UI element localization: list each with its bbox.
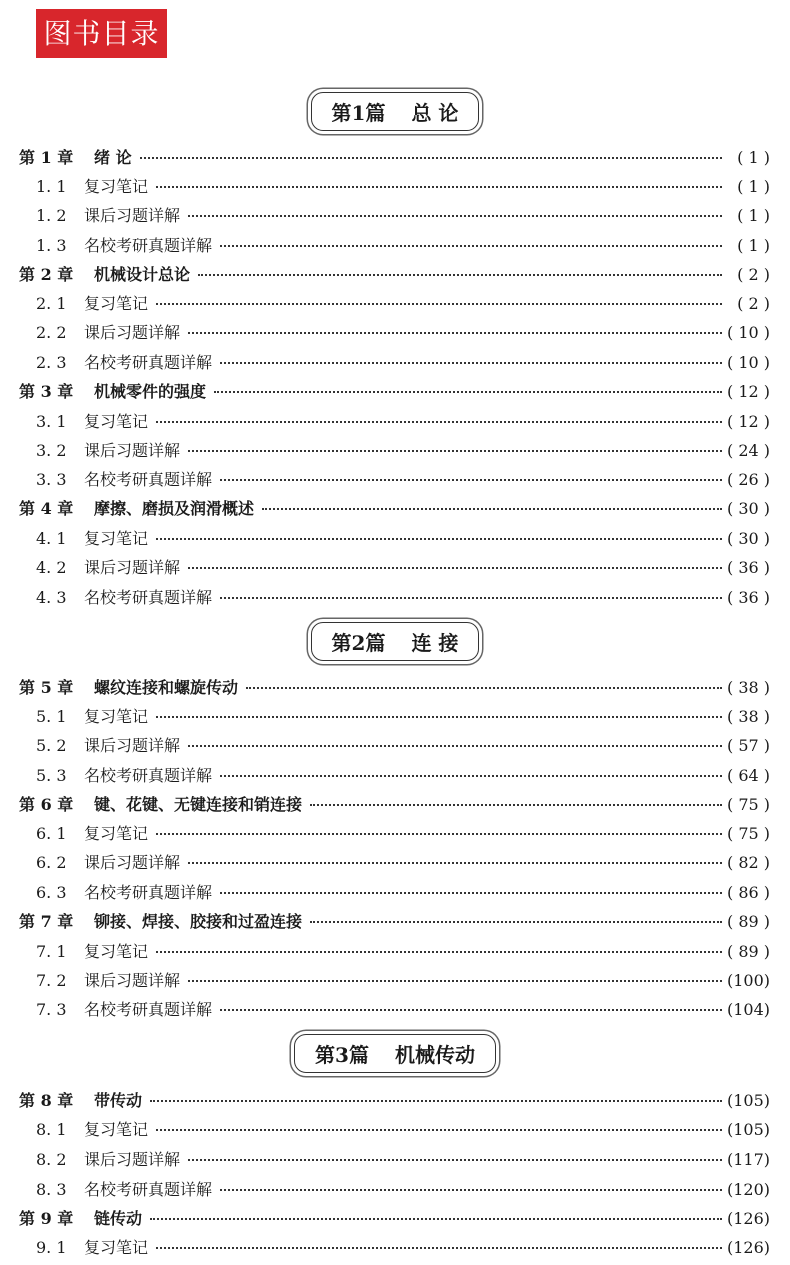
section-number: 1. 2 <box>36 206 67 225</box>
page-number: ( 38 ) <box>726 678 770 697</box>
entry-label <box>36 966 186 995</box>
entry-label <box>36 731 186 760</box>
chapter-number: 第 8 章 <box>19 1091 74 1110</box>
chapter-entry[interactable] <box>0 260 790 289</box>
leader-dots <box>188 862 722 864</box>
section-title: 课后习题详解 <box>84 853 181 872</box>
entry-label <box>19 494 260 523</box>
section-entry[interactable] <box>0 1115 790 1144</box>
entry-label <box>36 937 154 966</box>
entry-label <box>36 172 154 201</box>
part-heading-box <box>311 622 480 661</box>
leader-dots <box>246 687 722 689</box>
entry-label <box>19 1086 148 1115</box>
section-number: 1. 1 <box>36 177 67 196</box>
leader-dots <box>140 157 722 159</box>
part-heading <box>0 92 790 131</box>
leader-dots <box>220 892 722 894</box>
section-number: 5. 1 <box>36 707 67 726</box>
section-number: 9. 1 <box>36 1238 67 1257</box>
section-number: 7. 3 <box>36 1000 67 1019</box>
entry-label <box>36 1115 154 1144</box>
section-number: 3. 3 <box>36 470 67 489</box>
leader-dots <box>220 597 722 599</box>
leader-dots <box>156 538 722 540</box>
section-entry[interactable] <box>0 436 790 465</box>
entry-label <box>36 878 218 907</box>
section-title: 名校考研真题详解 <box>84 1180 213 1199</box>
entry-label <box>19 673 244 702</box>
leader-dots <box>156 716 722 718</box>
page-number: (100) <box>726 971 770 990</box>
page-number: ( 64 ) <box>726 766 770 785</box>
section-entry[interactable] <box>0 231 790 260</box>
section-title: 复习笔记 <box>84 1238 149 1257</box>
chapter-title: 机械设计总论 <box>94 265 191 284</box>
part-name: 总 论 <box>411 101 459 125</box>
page-number: (105) <box>726 1091 770 1110</box>
entry-label <box>36 436 186 465</box>
page-number: ( 30 ) <box>726 529 770 548</box>
entry-label <box>36 1145 186 1174</box>
section-number: 8. 2 <box>36 1150 67 1169</box>
entry-label <box>36 201 186 230</box>
chapter-entry[interactable] <box>0 494 790 523</box>
chapter-number: 第 4 章 <box>19 499 74 518</box>
entry-label <box>36 848 186 877</box>
entry-label <box>19 1204 148 1233</box>
section-number: 6. 1 <box>36 824 67 843</box>
part-heading-box <box>311 92 480 131</box>
leader-dots <box>188 215 722 217</box>
leader-dots <box>214 391 722 393</box>
entry-label <box>36 465 218 494</box>
section-entry[interactable] <box>0 289 790 318</box>
leader-dots <box>156 421 722 423</box>
entry-label <box>36 761 218 790</box>
page-number: (117) <box>726 1150 770 1169</box>
section-number: 2. 1 <box>36 294 67 313</box>
chapter-entry[interactable] <box>0 377 790 406</box>
section-title: 课后习题详解 <box>84 558 181 577</box>
section-number: 4. 1 <box>36 529 67 548</box>
chapter-number: 第 2 章 <box>19 265 74 284</box>
entry-label <box>36 1233 154 1262</box>
leader-dots <box>156 1247 722 1249</box>
entry-label <box>19 907 308 936</box>
part-heading <box>0 622 790 661</box>
leader-dots <box>220 1009 722 1011</box>
part-label: 第3篇 <box>315 1043 369 1067</box>
section-entry[interactable] <box>0 1233 790 1262</box>
chapter-entry[interactable] <box>0 1204 790 1233</box>
chapter-entry[interactable] <box>0 1086 790 1115</box>
section-entry[interactable] <box>0 583 790 612</box>
page-number: (105) <box>726 1120 770 1139</box>
section-entry[interactable] <box>0 348 790 377</box>
page-number: (126) <box>726 1209 770 1228</box>
section-entry[interactable] <box>0 1175 790 1204</box>
section-entry[interactable] <box>0 761 790 790</box>
entry-label <box>36 702 154 731</box>
entry-label <box>36 553 186 582</box>
section-entry[interactable] <box>0 201 790 230</box>
page-number: ( 1 ) <box>737 148 770 167</box>
entry-label <box>36 318 186 347</box>
section-entry[interactable] <box>0 848 790 877</box>
section-title: 名校考研真题详解 <box>84 236 213 255</box>
leader-dots <box>220 362 722 364</box>
section-title: 课后习题详解 <box>84 206 181 225</box>
page-number: ( 1 ) <box>737 206 770 225</box>
section-title: 名校考研真题详解 <box>84 883 213 902</box>
section-number: 6. 3 <box>36 883 67 902</box>
page-number: ( 38 ) <box>726 707 770 726</box>
chapter-number: 第 6 章 <box>19 795 74 814</box>
section-entry[interactable] <box>0 524 790 553</box>
section-title: 复习笔记 <box>84 177 149 196</box>
leader-dots <box>156 951 722 953</box>
leader-dots <box>156 303 722 305</box>
entry-label <box>36 995 218 1024</box>
page-number: ( 10 ) <box>726 323 770 342</box>
chapter-entry[interactable] <box>0 790 790 819</box>
section-number: 2. 3 <box>36 353 67 372</box>
section-entry[interactable] <box>0 702 790 731</box>
section-entry[interactable] <box>0 318 790 347</box>
chapter-number: 第 3 章 <box>19 382 74 401</box>
section-title: 复习笔记 <box>84 707 149 726</box>
chapter-title: 机械零件的强度 <box>94 382 207 401</box>
entry-label <box>36 1175 218 1204</box>
chapter-title: 绪 论 <box>94 148 132 167</box>
section-number: 2. 2 <box>36 323 67 342</box>
page-number: ( 89 ) <box>726 912 770 931</box>
page-number: ( 12 ) <box>726 382 770 401</box>
section-title: 课后习题详解 <box>84 441 181 460</box>
section-number: 1. 3 <box>36 236 67 255</box>
entry-label <box>36 524 154 553</box>
leader-dots <box>220 245 722 247</box>
entry-label <box>36 819 154 848</box>
page-number: ( 57 ) <box>726 736 770 755</box>
entry-label <box>36 407 154 436</box>
section-number: 7. 2 <box>36 971 67 990</box>
part-name: 连 接 <box>411 631 459 655</box>
page-number: ( 2 ) <box>737 294 770 313</box>
section-title: 名校考研真题详解 <box>84 766 213 785</box>
page-number: ( 75 ) <box>726 795 770 814</box>
entry-label <box>19 377 212 406</box>
section-number: 3. 2 <box>36 441 67 460</box>
chapter-entry[interactable] <box>0 673 790 702</box>
chapter-title: 螺纹连接和螺旋传动 <box>94 678 239 697</box>
page-number: (104) <box>726 1000 770 1019</box>
chapter-title: 键、花键、无键连接和销连接 <box>94 795 303 814</box>
chapter-title: 铆接、焊接、胶接和过盈连接 <box>94 912 303 931</box>
entry-label <box>19 143 138 172</box>
leader-dots <box>188 980 722 982</box>
chapter-title: 链传动 <box>94 1209 143 1228</box>
section-entry[interactable] <box>0 966 790 995</box>
section-entry[interactable] <box>0 995 790 1024</box>
leader-dots <box>262 508 722 510</box>
section-title: 课后习题详解 <box>84 971 181 990</box>
section-title: 课后习题详解 <box>84 1150 181 1169</box>
entry-label <box>36 289 154 318</box>
page-number: ( 75 ) <box>726 824 770 843</box>
leader-dots <box>310 921 722 923</box>
page-number: ( 1 ) <box>737 236 770 255</box>
section-entry[interactable] <box>0 731 790 760</box>
entry-label <box>19 260 196 289</box>
leader-dots <box>188 1159 722 1161</box>
section-number: 7. 1 <box>36 942 67 961</box>
leader-dots <box>188 567 722 569</box>
page-number: ( 12 ) <box>726 412 770 431</box>
section-number: 8. 1 <box>36 1120 67 1139</box>
section-entry[interactable] <box>0 553 790 582</box>
entry-label <box>36 231 218 260</box>
leader-dots <box>188 332 722 334</box>
section-title: 复习笔记 <box>84 294 149 313</box>
section-title: 课后习题详解 <box>84 736 181 755</box>
section-entry[interactable] <box>0 407 790 436</box>
chapter-number: 第 7 章 <box>19 912 74 931</box>
section-number: 3. 1 <box>36 412 67 431</box>
section-number: 5. 3 <box>36 766 67 785</box>
page-number: ( 89 ) <box>726 942 770 961</box>
part-name: 机械传动 <box>394 1043 475 1067</box>
page-number: ( 24 ) <box>726 441 770 460</box>
leader-dots <box>220 775 722 777</box>
leader-dots <box>150 1100 722 1102</box>
part-label: 第2篇 <box>331 631 386 655</box>
catalog-tag: 图书目录 <box>36 9 167 58</box>
section-title: 名校考研真题详解 <box>84 353 213 372</box>
leader-dots <box>150 1218 722 1220</box>
page-number: (120) <box>726 1180 770 1199</box>
page-number: ( 30 ) <box>726 499 770 518</box>
part-label: 第1篇 <box>331 101 386 125</box>
leader-dots <box>220 1189 722 1191</box>
section-title: 名校考研真题详解 <box>84 1000 213 1019</box>
chapter-number: 第 5 章 <box>19 678 74 697</box>
chapter-entry[interactable] <box>0 143 790 172</box>
section-number: 4. 2 <box>36 558 67 577</box>
chapter-number: 第 1 章 <box>19 148 74 167</box>
section-entry[interactable] <box>0 937 790 966</box>
page-number: ( 36 ) <box>726 588 770 607</box>
page-number: ( 82 ) <box>726 853 770 872</box>
section-title: 课后习题详解 <box>84 323 181 342</box>
leader-dots <box>156 833 722 835</box>
page-number: ( 2 ) <box>737 265 770 284</box>
chapter-title: 摩擦、磨损及润滑概述 <box>94 499 255 518</box>
section-entry[interactable] <box>0 465 790 494</box>
section-entry[interactable] <box>0 819 790 848</box>
section-title: 名校考研真题详解 <box>84 470 213 489</box>
section-title: 名校考研真题详解 <box>84 588 213 607</box>
leader-dots <box>188 450 722 452</box>
entry-label <box>36 348 218 377</box>
page-number: ( 36 ) <box>726 558 770 577</box>
chapter-number: 第 9 章 <box>19 1209 74 1228</box>
section-title: 复习笔记 <box>84 412 149 431</box>
section-entry[interactable] <box>0 1145 790 1174</box>
entry-label <box>36 583 218 612</box>
section-entry[interactable] <box>0 878 790 907</box>
section-number: 6. 2 <box>36 853 67 872</box>
leader-dots <box>156 1129 722 1131</box>
leader-dots <box>310 804 722 806</box>
leader-dots <box>156 186 722 188</box>
section-title: 复习笔记 <box>84 529 149 548</box>
chapter-entry[interactable] <box>0 907 790 936</box>
leader-dots <box>198 274 722 276</box>
leader-dots <box>188 745 722 747</box>
entry-label <box>19 790 308 819</box>
section-number: 4. 3 <box>36 588 67 607</box>
leader-dots <box>220 479 722 481</box>
section-title: 复习笔记 <box>84 1120 149 1139</box>
page-number: (126) <box>726 1238 770 1257</box>
part-heading-box <box>294 1034 496 1073</box>
part-heading <box>0 1034 790 1073</box>
page-number: ( 1 ) <box>737 177 770 196</box>
section-title: 复习笔记 <box>84 942 149 961</box>
chapter-title: 带传动 <box>94 1091 143 1110</box>
page-number: ( 10 ) <box>726 353 770 372</box>
section-entry[interactable] <box>0 172 790 201</box>
page-number: ( 86 ) <box>726 883 770 902</box>
section-title: 复习笔记 <box>84 824 149 843</box>
page-number: ( 26 ) <box>726 470 770 489</box>
section-number: 5. 2 <box>36 736 67 755</box>
section-number: 8. 3 <box>36 1180 67 1199</box>
